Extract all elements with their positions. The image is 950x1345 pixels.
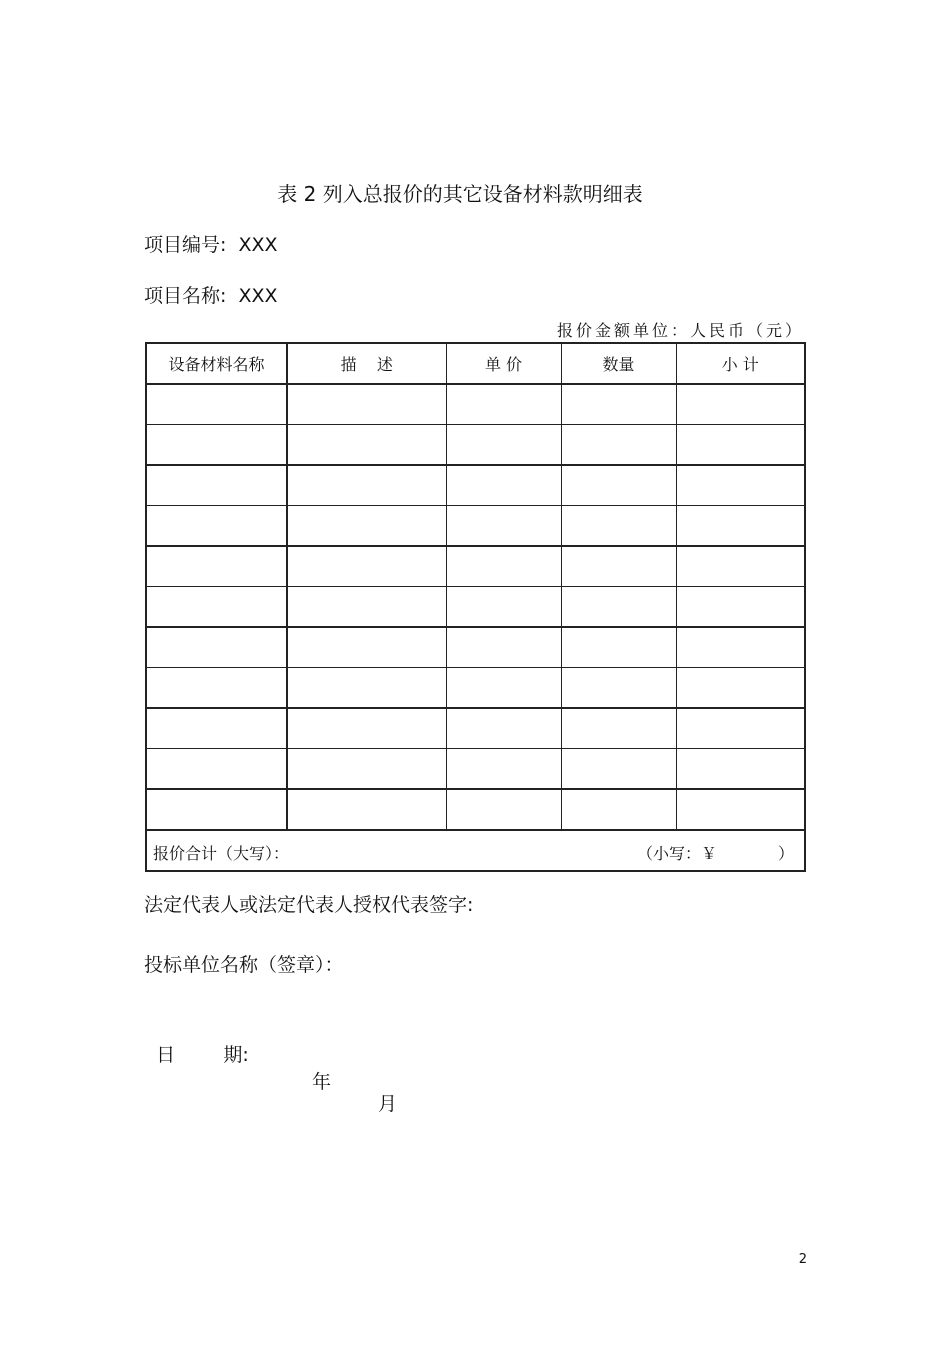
table-cell xyxy=(446,668,561,709)
table-cell xyxy=(287,668,446,709)
table-row xyxy=(146,384,805,425)
table-header-row xyxy=(146,343,805,384)
table-cell xyxy=(561,546,676,587)
table-cell xyxy=(146,668,287,709)
table-cell xyxy=(676,708,805,749)
table-cell xyxy=(287,384,446,425)
table-row xyxy=(146,708,805,749)
table-row xyxy=(146,546,805,587)
total-lowercase-label: （小写：￥ ） xyxy=(636,844,794,863)
equipment-material-table xyxy=(145,342,806,872)
project-number-label: 项目编号: xyxy=(144,234,227,256)
date-year: 年 xyxy=(312,1071,332,1093)
table-cell xyxy=(146,384,287,425)
table-cell xyxy=(287,506,446,547)
page-number: 2 xyxy=(798,1252,807,1267)
date-label: 日 期: xyxy=(156,1044,249,1066)
table-cell xyxy=(146,465,287,506)
signature-line: 法定代表人或法定代表人授权代表签字: xyxy=(144,894,474,916)
table-cell xyxy=(446,789,561,830)
table-cell xyxy=(287,627,446,668)
table-cell xyxy=(446,546,561,587)
table-row xyxy=(146,425,805,466)
table-cell xyxy=(561,506,676,547)
table-cell xyxy=(287,546,446,587)
table-cell xyxy=(287,587,446,628)
table-cell xyxy=(446,708,561,749)
header-quantity: 数量 xyxy=(561,343,676,384)
table-cell xyxy=(446,384,561,425)
table-cell xyxy=(561,627,676,668)
table-cell xyxy=(561,425,676,466)
table-row xyxy=(146,627,805,668)
table-row xyxy=(146,789,805,830)
total-cell xyxy=(146,830,805,871)
project-name-value: XXX xyxy=(238,285,278,307)
table-cell xyxy=(676,425,805,466)
table-cell xyxy=(561,749,676,790)
table-cell xyxy=(561,789,676,830)
table-cell xyxy=(146,506,287,547)
table-cell xyxy=(676,546,805,587)
table-cell xyxy=(146,627,287,668)
table-cell xyxy=(561,668,676,709)
table-cell xyxy=(561,384,676,425)
total-row xyxy=(146,830,805,871)
table-cell xyxy=(146,546,287,587)
header-subtotal: 小 计 xyxy=(676,343,805,384)
table-cell xyxy=(146,587,287,628)
table-cell xyxy=(561,708,676,749)
table-row xyxy=(146,506,805,547)
table-cell xyxy=(287,789,446,830)
header-unit-price: 单 价 xyxy=(446,343,561,384)
table-cell xyxy=(676,587,805,628)
table-cell xyxy=(287,465,446,506)
date-month: 月 xyxy=(378,1093,398,1115)
table-cell xyxy=(561,587,676,628)
table-row xyxy=(146,587,805,628)
table-cell xyxy=(676,506,805,547)
project-number-line xyxy=(144,230,278,257)
bidder-name-line: 投标单位名称（签章）： xyxy=(144,954,344,976)
table-cell xyxy=(446,465,561,506)
table-cell xyxy=(446,425,561,466)
table-cell xyxy=(146,789,287,830)
table-cell xyxy=(676,749,805,790)
table-cell xyxy=(146,425,287,466)
document-title: 表 2 列入总报价的其它设备材料款明细表 xyxy=(277,182,643,206)
header-equipment-name: 设备材料名称 xyxy=(146,343,287,384)
table-row xyxy=(146,465,805,506)
date-line xyxy=(144,1018,398,1115)
table-cell xyxy=(287,749,446,790)
table-cell xyxy=(146,749,287,790)
table-cell xyxy=(676,384,805,425)
table-cell xyxy=(676,668,805,709)
project-number-value: XXX xyxy=(238,234,278,256)
table-row xyxy=(146,749,805,790)
table-cell xyxy=(446,749,561,790)
table-cell xyxy=(446,506,561,547)
table-cell xyxy=(676,627,805,668)
total-uppercase-label: 报价合计（大写）： xyxy=(153,844,290,863)
table-row xyxy=(146,668,805,709)
table-cell xyxy=(446,627,561,668)
currency-unit-note: 报价金额单位：人民币（元） xyxy=(556,321,804,340)
table-cell xyxy=(146,708,287,749)
table-cell xyxy=(287,425,446,466)
project-name-line xyxy=(144,281,278,308)
table-cell xyxy=(287,708,446,749)
table-cell xyxy=(561,465,676,506)
header-description: 描 述 xyxy=(287,343,446,384)
table-body xyxy=(146,384,805,871)
table-cell xyxy=(676,789,805,830)
table-cell xyxy=(676,465,805,506)
table-cell xyxy=(446,587,561,628)
project-name-label: 项目名称: xyxy=(144,285,227,307)
